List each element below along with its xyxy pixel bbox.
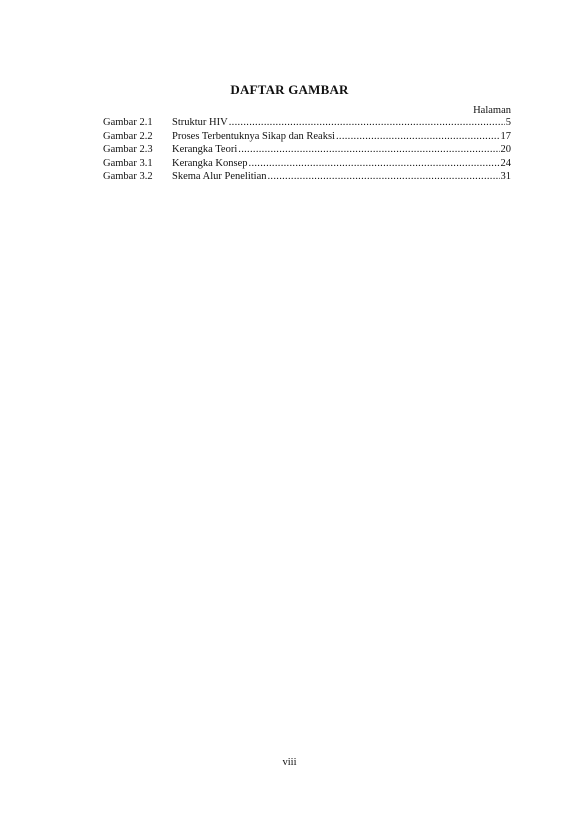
figure-number: Gambar 2.2 xyxy=(103,130,153,142)
dot-leader xyxy=(229,116,505,130)
figure-page: 31 xyxy=(500,171,511,182)
list-item[interactable] xyxy=(103,170,511,184)
dot-leader xyxy=(249,157,500,171)
figure-list xyxy=(103,116,511,184)
page-column-header: Halaman xyxy=(473,105,511,116)
figure-number: Gambar 3.2 xyxy=(103,171,153,182)
list-item[interactable] xyxy=(103,130,511,144)
figure-label: Struktur HIV xyxy=(172,117,228,128)
dot-leader xyxy=(336,130,500,144)
figure-page: 17 xyxy=(500,130,511,142)
figure-label: Kerangka Konsep xyxy=(172,157,248,169)
dot-leader xyxy=(268,170,500,184)
figure-page: 5 xyxy=(505,117,511,128)
footer-page-number: viii xyxy=(282,757,297,768)
list-item[interactable] xyxy=(103,143,511,157)
list-item[interactable] xyxy=(103,157,511,171)
figure-page: 24 xyxy=(500,157,511,169)
figure-number: Gambar 2.3 xyxy=(103,144,153,155)
figure-number: Gambar 3.1 xyxy=(103,157,153,169)
dot-leader xyxy=(238,143,499,157)
list-item[interactable] xyxy=(103,116,511,130)
figure-number: Gambar 2.1 xyxy=(103,117,153,128)
figure-label: Skema Alur Penelitian xyxy=(172,171,267,182)
figure-label: Kerangka Teori xyxy=(172,144,238,155)
figure-page: 20 xyxy=(500,144,511,155)
figure-label: Proses Terbentuknya Sikap dan Reaksi xyxy=(172,130,335,142)
page-title: DAFTAR GAMBAR xyxy=(230,82,349,97)
